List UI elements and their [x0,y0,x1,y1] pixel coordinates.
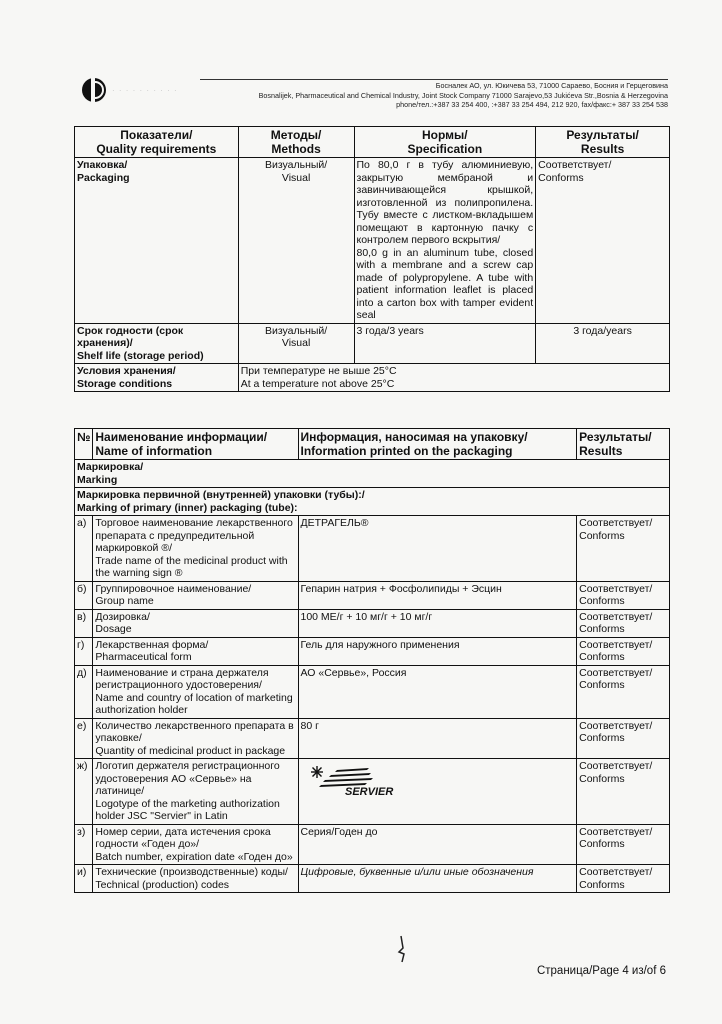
servier-logo-text: SERVIER [344,786,393,798]
result-cell: 3 года/years [536,323,670,364]
row-number: а) [75,516,93,582]
result-cell: Соответствует/ Conforms [577,865,670,893]
table-row [75,865,670,893]
table-row [75,759,670,825]
info-value-cell: АО «Сервье», Россия [298,665,577,718]
info-value-cell [298,759,577,825]
info-name-cell: Номер серии, дата истечения срока годности «Годен до»/ Batch number, expiration date «Годен до» [93,824,298,865]
section-row [75,460,670,488]
company-logo-icon [80,76,108,104]
letterhead-line-en: Bosnalijek, Pharmaceutical and Chemical Industry, Joint Stock Company 71000 Sarajevo,53 Jukićeva Str.,Bosnia & Herzegovina [258,90,668,100]
method-cell: Визуальный/ Visual [238,158,354,324]
header-cell: № [75,429,93,460]
table-row [75,637,670,665]
row-number: д) [75,665,93,718]
requirement-cell: Упаковка/ Packaging [75,158,239,324]
storage-value-cell: При температуре не выше 25°С At a temperature not above 25°C [238,364,669,392]
info-name-cell: Наименование и страна держателя регистрационного удостоверения/ Name and country of location of marketing authorization holder [93,665,298,718]
table-row [75,581,670,609]
header-cell: Методы/ Methods [238,127,354,158]
info-value-cell: Гель для наружного применения [298,637,577,665]
info-value-cell: 80 г [298,718,577,759]
row-number: в) [75,609,93,637]
letterhead-contacts: phone/тел.:+387 33 254 400, :+387 33 254 494, 212 920, fax/факс:+ 387 33 254 538 [396,100,668,109]
servier-star-icon [311,766,323,778]
packaging-info-table [74,428,670,893]
table-row [75,609,670,637]
result-cell: Соответствует/ Conforms [577,637,670,665]
quality-table-header [75,127,670,158]
table-row [75,718,670,759]
result-cell: Соответствует/ Conforms [577,609,670,637]
info-name-cell: Технические (производственные) коды/ Technical (production) codes [93,865,298,893]
info-table-header [75,429,670,460]
result-cell: Соответствует/ Conforms [577,516,670,582]
page-number: Страница/Page 4 из/of 6 [536,965,666,977]
row-number: з) [75,824,93,865]
header-cell: Информация, наносимая на упаковку/ Information printed on the packaging [298,429,577,460]
header-cell: Результаты/ Results [536,127,670,158]
requirement-cell: Срок годности (срок хранения)/ Shelf life (storage period) [75,323,239,364]
table-row [75,323,670,364]
info-value-cell: 100 МЕ/г + 10 мг/г + 10 мг/г [298,609,577,637]
method-cell: Визуальный/ Visual [238,323,354,364]
marking-section-title: Маркировка/ Marking [75,460,670,488]
header-rule [200,79,668,80]
header-cell: Наименование информации/ Name of information [93,429,298,460]
row-number: е) [75,718,93,759]
servier-logo [307,764,417,798]
header-cell: Показатели/ Quality requirements [75,127,239,158]
header-cell: Результаты/ Results [577,429,670,460]
info-name-cell: Количество лекарственного препарата в упаковке/ Quantity of medicinal product in package [93,718,298,759]
info-name-cell: Лекарственная форма/ Pharmaceutical form [93,637,298,665]
pen-mark-icon [396,934,410,964]
spec-cell: По 80,0 г в тубу алюминиевую, закрытую мембраной и завинчивающейся крышкой, изготовленной из полипропилена. Тубу вместе с листком-вкладышем помещают в картонную пачку с контролем первого вскрытия/ 80,0 g in an aluminum tube, closed with a membrane and a screw cap made of polypropylene. A tube with patient information leaflet is placed into a carton box with tamper evident seal [354,158,536,324]
requirement-cell: Условия хранения/ Storage conditions [75,364,239,392]
row-number: б) [75,581,93,609]
info-value-cell: Цифровые, буквенные и/или иные обозначения [298,865,577,893]
header-cell: Нормы/ Specification [354,127,536,158]
info-value-cell: ДЕТРАГЕЛЬ® [298,516,577,582]
row-number: г) [75,637,93,665]
spec-cell: 3 года/3 years [354,323,536,364]
table-row [75,158,670,324]
result-cell: Соответствует/ Conforms [577,824,670,865]
info-name-cell: Торговое наименование лекарственного препарата с предупредительной маркировкой ®/ Trade name of the medicinal product with the warning sign ® [93,516,298,582]
letterhead-line-ru: Босналек АО, ул. Юкичева 53, 71000 Сараево, Босния и Герцеговина [435,81,668,90]
row-number: ж) [75,759,93,825]
result-cell: Соответствует/ Conforms [577,581,670,609]
info-value-cell: Серия/Годен до [298,824,577,865]
result-cell: Соответствует/ Conforms [536,158,670,324]
primary-marking-title: Маркировка первичной (внутренней) упаковки (тубы):/ Marking of primary (inner) packaging (tube): [75,488,670,516]
table-row [75,824,670,865]
quality-table [74,126,670,392]
section-row [75,488,670,516]
info-name-cell: Дозировка/ Dosage [93,609,298,637]
row-number: и) [75,865,93,893]
info-name-cell: Группировочное наименование/ Group name [93,581,298,609]
table-row [75,665,670,718]
table-row [75,516,670,582]
table-row [75,364,670,392]
result-cell: Соответствует/ Conforms [577,718,670,759]
result-cell: Соответствует/ Conforms [577,759,670,825]
result-cell: Соответствует/ Conforms [577,665,670,718]
logo-faint-mark: · · · · · · · · · · [112,86,178,95]
letterhead [198,81,668,110]
info-name-cell: Логотип держателя регистрационного удостоверения АО «Сервье» на латинице/ Logotype of the marketing authorization holder JSC "Servier" in Latin [93,759,298,825]
info-value-cell: Гепарин натрия + Фосфолипиды + Эсцин [298,581,577,609]
